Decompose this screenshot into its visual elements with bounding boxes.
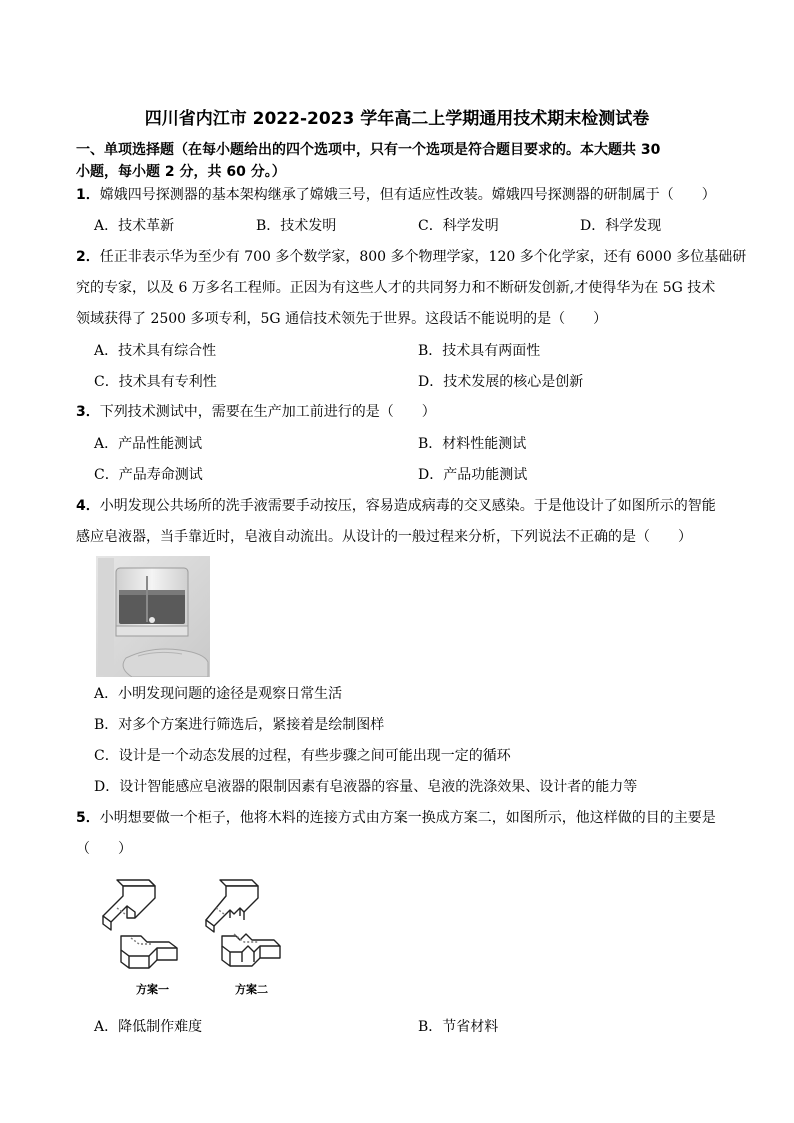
- joint-diagram-scheme-2: [200, 872, 300, 972]
- question-number: 3．: [76, 404, 100, 420]
- question-3: [76, 397, 748, 428]
- q3-option-d[interactable]: D．产品功能测试: [418, 467, 528, 483]
- question-1: [76, 180, 748, 211]
- q3-option-a[interactable]: A．产品性能测试: [94, 436, 203, 452]
- q1-option-c[interactable]: C．科学发明: [418, 218, 499, 234]
- q1-option-d[interactable]: D．科学发现: [580, 218, 662, 234]
- question-text-line3: 领域获得了 2500 多项专利，5G 通信技术领先于世界。这段话不能说明的是（ ）: [76, 311, 608, 327]
- q2-option-a[interactable]: A．技术具有综合性: [94, 343, 217, 359]
- question-number: 4．: [76, 498, 100, 514]
- q4-option-c[interactable]: C．设计是一个动态发展的过程，有些步骤之间可能出现一定的循环: [94, 748, 511, 764]
- question-4: [76, 491, 748, 553]
- question-text-line2: 感应皂液器，当手靠近时，皂液自动流出。从设计的一般过程来分析，下列说法不正确的是（ ）: [76, 529, 692, 545]
- q1-option-b[interactable]: B．技术发明: [256, 218, 337, 234]
- joint-diagram-scheme-1: [97, 872, 197, 972]
- question-text-line1: 小明想要做一个柜子，他将木料的连接方式由方案一换成方案二，如图所示，他这样做的目的主要是: [99, 810, 716, 826]
- section-heading-line1: 一、单项选择题（在每小题给出的四个选项中，只有一个选项是符合题目要求的。本大题共 30: [76, 142, 661, 158]
- question-text-line1: 任正非表示华为至少有 700 多个数学家，800 多个物理学家，120 多个化学家，还有 6000 多位基础研: [99, 249, 747, 265]
- question-text-line2: 究的专家，以及 6 万多名工程师。正因为有这些人才的共同努力和不断研发创新,才使得华为在 5G 技术: [76, 280, 716, 296]
- q3-option-c[interactable]: C．产品寿命测试: [94, 467, 203, 483]
- q5-option-b[interactable]: B．节省材料: [418, 1019, 499, 1035]
- exam-title: 四川省内江市 2022-2023 学年高二上学期通用技术期末检测试卷: [144, 109, 650, 129]
- q4-option-b[interactable]: B．对多个方案进行筛选后，紧接着是绘制图样: [94, 717, 385, 733]
- q1-option-a[interactable]: A．技术革新: [94, 218, 175, 234]
- question-number: 5．: [76, 810, 100, 826]
- section-heading-line2: 小题，每小题 2 分，共 60 分。）: [76, 164, 286, 180]
- q4-option-d[interactable]: D．设计智能感应皂液器的限制因素有皂液器的容量、皂液的洗涤效果、设计者的能力等: [94, 779, 638, 795]
- scheme-1-caption: 方案一: [136, 983, 169, 996]
- q5-option-a[interactable]: A．降低制作难度: [94, 1019, 203, 1035]
- q2-option-d[interactable]: D．技术发展的核心是创新: [418, 374, 584, 390]
- question-text-line2: （ ）: [76, 841, 132, 857]
- q2-option-c[interactable]: C．技术具有专利性: [94, 374, 217, 390]
- question-5: [76, 803, 748, 865]
- section-heading: [76, 139, 746, 183]
- q2-option-b[interactable]: B．技术具有两面性: [418, 343, 541, 359]
- question-2: [76, 242, 748, 335]
- question-text: 下列技术测试中，需要在生产加工前进行的是（ ）: [99, 404, 436, 420]
- question-number: 1．: [76, 187, 100, 203]
- q3-option-b[interactable]: B．材料性能测试: [418, 436, 527, 452]
- question-text-line1: 小明发现公共场所的洗手液需要手动按压，容易造成病毒的交叉感染。于是他设计了如图所示的智能: [99, 498, 716, 514]
- question-number: 2．: [76, 249, 100, 265]
- q4-option-a[interactable]: A．小明发现问题的途径是观察日常生活: [94, 686, 343, 702]
- soap-dispenser-image: [96, 556, 210, 677]
- scheme-2-caption: 方案二: [235, 983, 268, 996]
- question-text: 嫦娥四号探测器的基本架构继承了嫦娥三号，但有适应性改装。嫦娥四号探测器的研制属于（ ）: [99, 187, 716, 203]
